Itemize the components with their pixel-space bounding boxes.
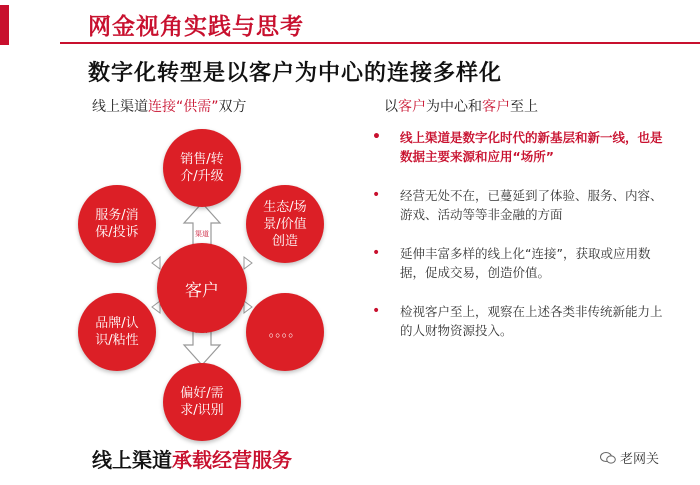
bullet-text: 线上渠道是数字化时代的新基层和新一线，也是数据主要来源和应用“场所” [400,130,663,164]
node-customer-label: 客户 [185,280,219,301]
bullet-item [368,128,668,166]
bullet-text: 检视客户至上，观察在上述各类非传统新能力上的人财物资源投入。 [400,304,663,338]
node-brand-label: 品牌/认识/粘性 [95,316,139,348]
right-heading-part3: 为中心和 [426,99,482,115]
node-service [78,185,156,263]
bullet-item [368,302,668,340]
left-heading-part1: 线上渠道 [92,99,148,115]
page-subtitle: 数字化转型是以客户为中心的连接多样化 [88,61,503,86]
node-customer [157,243,247,333]
title-underline [60,42,700,44]
bullet-marker: • [372,129,381,145]
right-heading-part1: 以 [384,99,398,115]
bullet-marker: • [372,303,381,319]
right-arrow-upper-icon [244,257,252,269]
bullet-item [368,244,668,282]
left-heading-part2: 连接“供需” [148,99,219,115]
right-heading-part2: 客户 [398,99,426,115]
node-more-label: 。。。。 [268,324,302,340]
node-preference [163,363,241,441]
node-preference-label: 偏好/需求/识别 [180,386,224,418]
watermark-text: 老网关 [620,452,660,467]
node-service-label: 服务/消保/投诉 [95,208,139,240]
right-heading-part5: 至上 [510,99,538,115]
right-heading-part4: 客户 [482,99,510,115]
node-sales-label: 销售/转介/升级 [180,152,224,184]
node-ecosystem [246,185,324,263]
bullet-marker: • [372,187,381,203]
customer-diagram [80,125,340,455]
bullet-marker: • [372,245,381,261]
bullet-item [368,186,668,224]
bullet-list [368,128,668,360]
wechat-icon [600,451,616,465]
right-column-heading [384,96,538,116]
bullet-text: 经营无处不在，已蔓延到了体验、服务、内容、游戏、活动等等非金融的方面 [400,188,663,222]
left-arrow-upper-icon [152,257,160,269]
title-accent-bar [0,5,9,45]
left-column-heading [92,96,247,116]
watermark [600,448,659,467]
footer-statement [92,444,292,473]
left-heading-part3: 双方 [218,99,247,115]
footer-part2: 承载经营服务 [172,448,292,472]
node-brand [78,293,156,371]
bullet-text: 延伸丰富多样的线上化“连接”，获取或应用数据，促成交易，创造价值。 [400,246,651,280]
node-sales [163,129,241,207]
node-ecosystem-label: 生态/场景/价值创造 [263,199,307,249]
up-arrow-label: 渠道 [195,230,209,238]
page-title: 网金视角实践与思考 [88,14,304,40]
node-more [246,293,324,371]
footer-part1: 线上渠道 [92,448,172,472]
